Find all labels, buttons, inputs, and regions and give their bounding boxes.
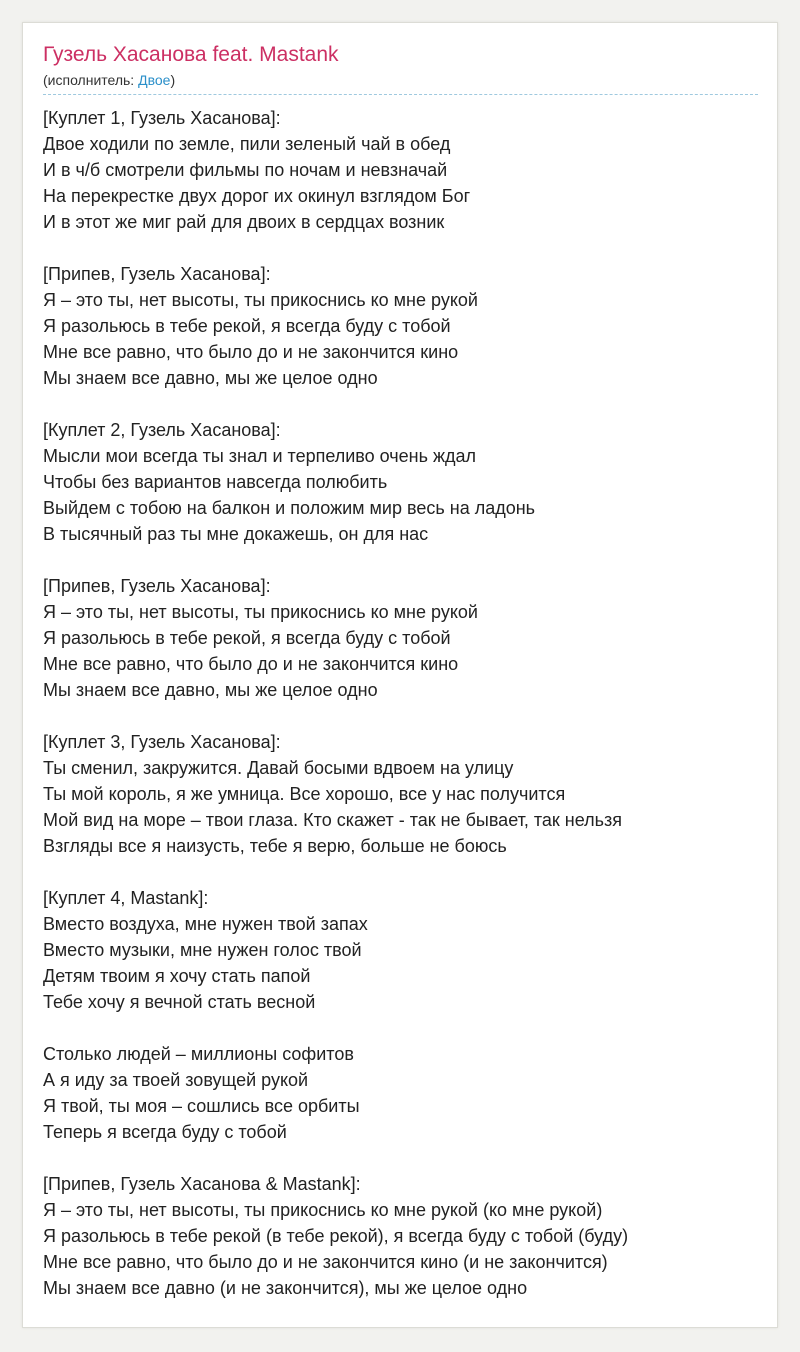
lyrics-card: [22, 22, 778, 1328]
lyric-line: Теперь я всегда буду с тобой: [43, 1122, 287, 1142]
lyric-line: Мне все равно, что было до и не закончится кино: [43, 654, 459, 674]
stanza-heading: [Припев, Гузель Хасанова]:: [43, 264, 271, 284]
lyric-line: Тебе хочу я вечной стать весной: [43, 992, 316, 1012]
performer-suffix: ): [170, 72, 176, 88]
title-divider: [43, 94, 758, 95]
lyric-line: В тысячный раз ты мне докажешь, он для нас: [43, 524, 429, 544]
lyric-line: Я – это ты, нет высоты, ты прикоснись ко мне рукой: [43, 602, 478, 622]
lyrics-stanza: [43, 885, 758, 1015]
lyrics-stanza: [43, 729, 758, 859]
lyric-line: Мы знаем все давно (и не закончится), мы же целое одно: [43, 1278, 528, 1298]
lyric-line: Ты мой король, я же умница. Все хорошо, все у нас получится: [43, 784, 566, 804]
lyrics-stanza: [43, 105, 758, 235]
lyric-line: Двое ходили по земле, пили зеленый чай в обед: [43, 134, 451, 154]
lyric-line: На перекрестке двух дорог их окинул взглядом Бог: [43, 186, 471, 206]
lyric-line: Вместо музыки, мне нужен голос твой: [43, 940, 362, 960]
stanza-heading: [Куплет 2, Гузель Хасанова]:: [43, 420, 281, 440]
lyric-line: Я разольюсь в тебе рекой, я всегда буду с тобой: [43, 316, 451, 336]
lyric-line: Мне все равно, что было до и не закончится кино (и не закончится): [43, 1252, 608, 1272]
lyrics-body: [43, 105, 758, 1327]
performer-line: [43, 72, 175, 88]
stanza-heading: [Куплет 1, Гузель Хасанова]:: [43, 108, 281, 128]
stanza-heading: [Куплет 4, Mastank]:: [43, 888, 209, 908]
lyrics-stanza: [43, 573, 758, 703]
lyric-line: Мысли мои всегда ты знал и терпеливо очень ждал: [43, 446, 477, 466]
lyric-line: Мы знаем все давно, мы же целое одно: [43, 368, 378, 388]
stanza-heading: [Припев, Гузель Хасанова]:: [43, 576, 271, 596]
lyric-line: Мой вид на море – твои глаза. Кто скажет - так не бывает, так нельзя: [43, 810, 623, 830]
lyric-line: Я твой, ты моя – сошлись все орбиты: [43, 1096, 360, 1116]
lyric-line: А я иду за твоей зовущей рукой: [43, 1070, 309, 1090]
lyrics-stanza: [43, 261, 758, 391]
lyric-line: Мы знаем все давно, мы же целое одно: [43, 680, 378, 700]
stanza-heading: [Припев, Гузель Хасанова & Mastank]:: [43, 1174, 361, 1194]
lyrics-stanza: [43, 417, 758, 547]
lyrics-stanza: [43, 1171, 758, 1301]
lyrics-stanza: [43, 1041, 758, 1145]
lyric-line: Я – это ты, нет высоты, ты прикоснись ко мне рукой: [43, 290, 478, 310]
stanza-heading: [Куплет 3, Гузель Хасанова]:: [43, 732, 281, 752]
lyric-line: Детям твоим я хочу стать папой: [43, 966, 311, 986]
performer-prefix: (исполнитель:: [43, 72, 139, 88]
lyric-line: Я разольюсь в тебе рекой, я всегда буду с тобой: [43, 628, 451, 648]
lyric-line: Выйдем с тобою на балкон и положим мир весь на ладонь: [43, 498, 536, 518]
lyric-line: Столько людей – миллионы софитов: [43, 1044, 354, 1064]
song-title: Гузель Хасанова feat. Mastank: [43, 43, 339, 66]
lyric-line: Мне все равно, что было до и не закончится кино: [43, 342, 459, 362]
performer-link[interactable]: Двое: [138, 72, 171, 88]
lyric-line: Ты сменил, закружится. Давай босыми вдвоем на улицу: [43, 758, 514, 778]
lyric-line: Чтобы без вариантов навсегда полюбить: [43, 472, 388, 492]
lyric-line: Я – это ты, нет высоты, ты прикоснись ко мне рукой (ко мне рукой): [43, 1200, 603, 1220]
lyric-line: Я разольюсь в тебе рекой (в тебе рекой), я всегда буду с тобой (буду): [43, 1226, 629, 1246]
lyric-line: Взгляды все я наизусть, тебе я верю, больше не боюсь: [43, 836, 507, 856]
lyric-line: И в этот же миг рай для двоих в сердцах возник: [43, 212, 445, 232]
lyric-line: Вместо воздуха, мне нужен твой запах: [43, 914, 368, 934]
lyric-line: И в ч/б смотрели фильмы по ночам и невзначай: [43, 160, 448, 180]
